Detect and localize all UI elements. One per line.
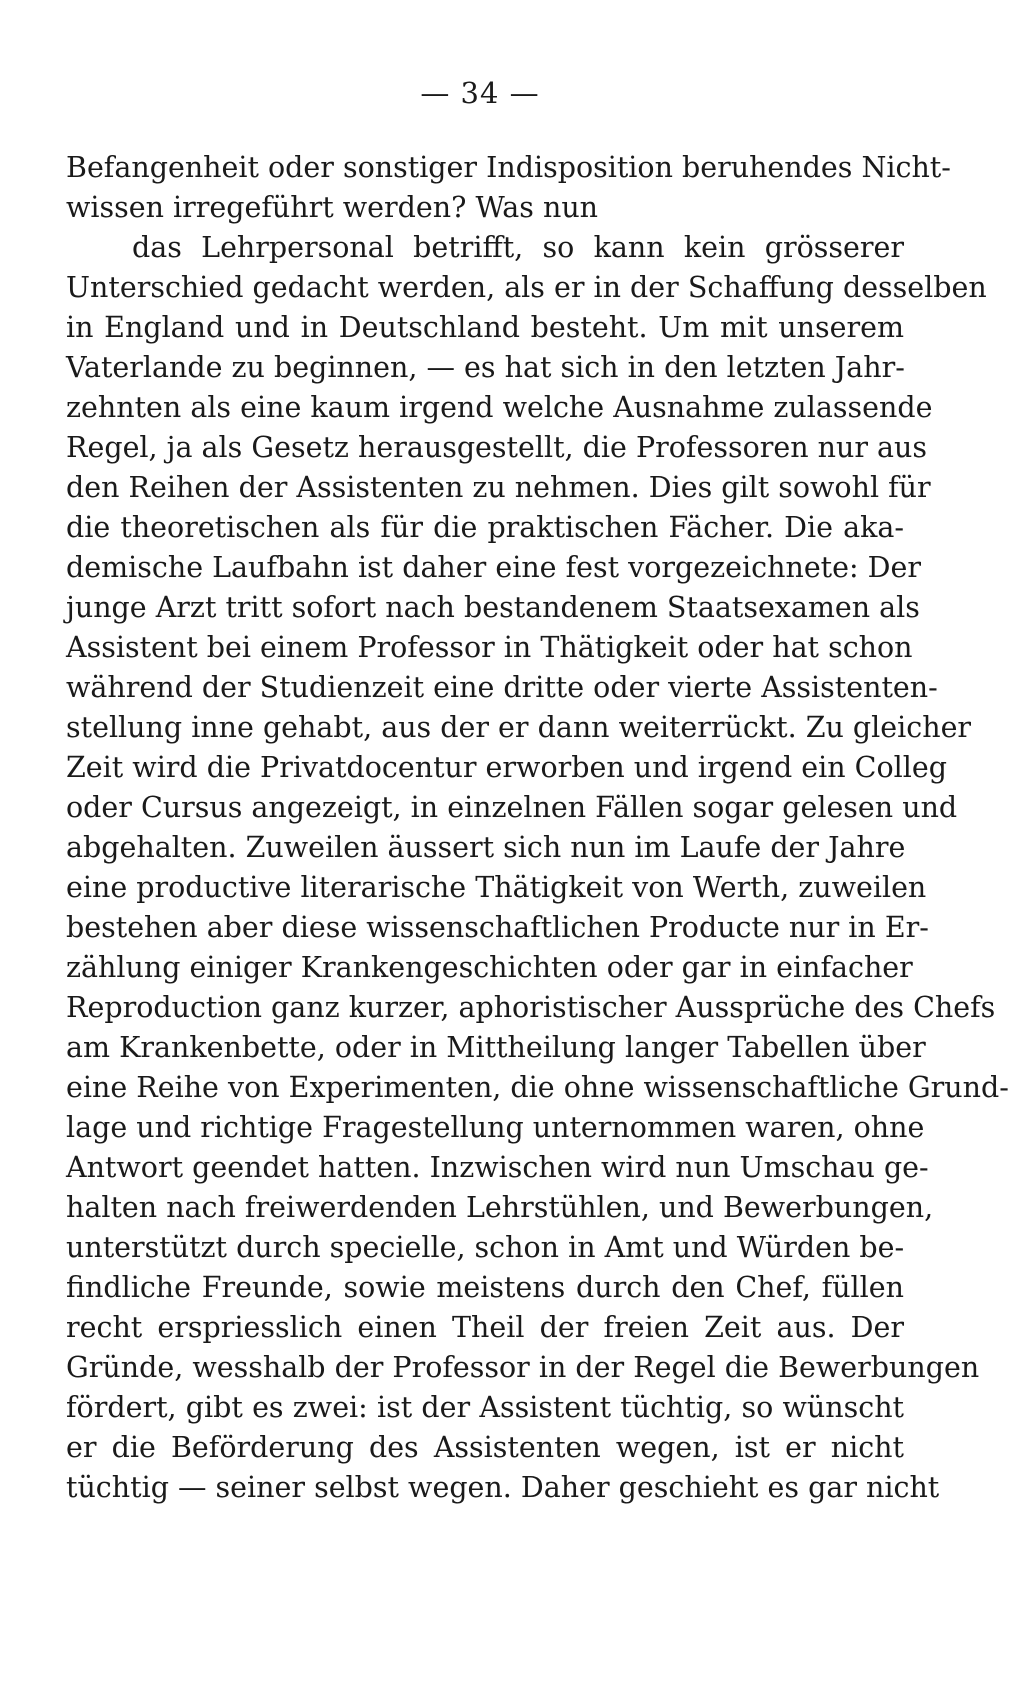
- text-line: in England und in Deutschland besteht. Um mit unserem: [66, 311, 904, 344]
- text-line: das Lehrpersonal betrifft, so kann kein grösserer: [132, 231, 904, 264]
- text-line: wissen irregeführt werden? Was nun: [66, 191, 599, 224]
- text-line: Unterschied gedacht werden, als er in der Schaffung desselben: [66, 271, 987, 304]
- text-line: Zeit wird die Privatdocentur erworben und irgend ein Colleg: [66, 751, 947, 784]
- text-line: Antwort geendet hatten. Inzwischen wird nun Umschau ge-: [66, 1151, 929, 1184]
- text-line: am Krankenbette, oder in Mittheilung langer Tabellen über: [66, 1031, 926, 1064]
- text-line: Vaterlande zu beginnen, — es hat sich in den letzten Jahr-: [66, 351, 905, 384]
- text-line: Gründe, wesshalb der Professor in der Regel die Bewerbungen: [66, 1351, 980, 1384]
- text-line: abgehalten. Zuweilen äussert sich nun im Laufe der Jahre: [66, 831, 906, 864]
- text-line: oder Cursus angezeigt, in einzelnen Fällen sogar gelesen und: [66, 791, 958, 824]
- text-line: zählung einiger Krankengeschichten oder gar in einfacher: [66, 951, 913, 984]
- text-line: er die Beförderung des Assistenten wegen, ist er nicht: [66, 1431, 904, 1464]
- text-line: Befangenheit oder sonstiger Indisposition beruhendes Nicht-: [66, 151, 951, 184]
- text-line: recht erspriesslich einen Theil der freien Zeit aus. Der: [66, 1311, 904, 1344]
- text-line: eine productive literarische Thätigkeit von Werth, zuweilen: [66, 871, 927, 904]
- text-line: zehnten als eine kaum irgend welche Ausnahme zulassende: [66, 391, 933, 424]
- text-line: tüchtig — seiner selbst wegen. Daher geschieht es gar nicht: [66, 1471, 940, 1504]
- body-text: [66, 148, 1009, 1508]
- text-line: eine Reihe von Experimenten, die ohne wissenschaftliche Grund-: [66, 1071, 1009, 1104]
- text-line: demische Laufbahn ist daher eine fest vorgezeichnete: Der: [66, 551, 921, 584]
- page-number: — 34 —: [420, 76, 540, 110]
- text-line: findliche Freunde, sowie meistens durch den Chef, füllen: [66, 1271, 904, 1304]
- text-line: stellung inne gehabt, aus der er dann weiterrückt. Zu gleicher: [66, 711, 972, 744]
- text-line: Reproduction ganz kurzer, aphoristischer Aussprüche des Chefs: [66, 991, 996, 1024]
- text-line: halten nach freiwerdenden Lehrstühlen, und Bewerbungen,: [66, 1191, 934, 1224]
- text-line: junge Arzt tritt sofort nach bestandenem Staatsexamen als: [66, 591, 920, 624]
- text-line: bestehen aber diese wissenschaftlichen Producte nur in Er-: [66, 911, 929, 944]
- text-line: Regel, ja als Gesetz herausgestellt, die Professoren nur aus: [66, 431, 928, 464]
- text-line: Assistent bei einem Professor in Thätigkeit oder hat schon: [66, 631, 913, 664]
- text-line: die theoretischen als für die praktischen Fächer. Die aka-: [66, 511, 904, 544]
- text-line: lage und richtige Fragestellung unternommen waren, ohne: [66, 1111, 925, 1144]
- text-line: fördert, gibt es zwei: ist der Assistent tüchtig, so wünscht: [66, 1391, 904, 1424]
- text-line: während der Studienzeit eine dritte oder vierte Assistenten-: [66, 671, 938, 704]
- text-line: den Reihen der Assistenten zu nehmen. Dies gilt sowohl für: [66, 471, 931, 504]
- text-line: unterstützt durch specielle, schon in Amt und Würden be-: [66, 1231, 905, 1264]
